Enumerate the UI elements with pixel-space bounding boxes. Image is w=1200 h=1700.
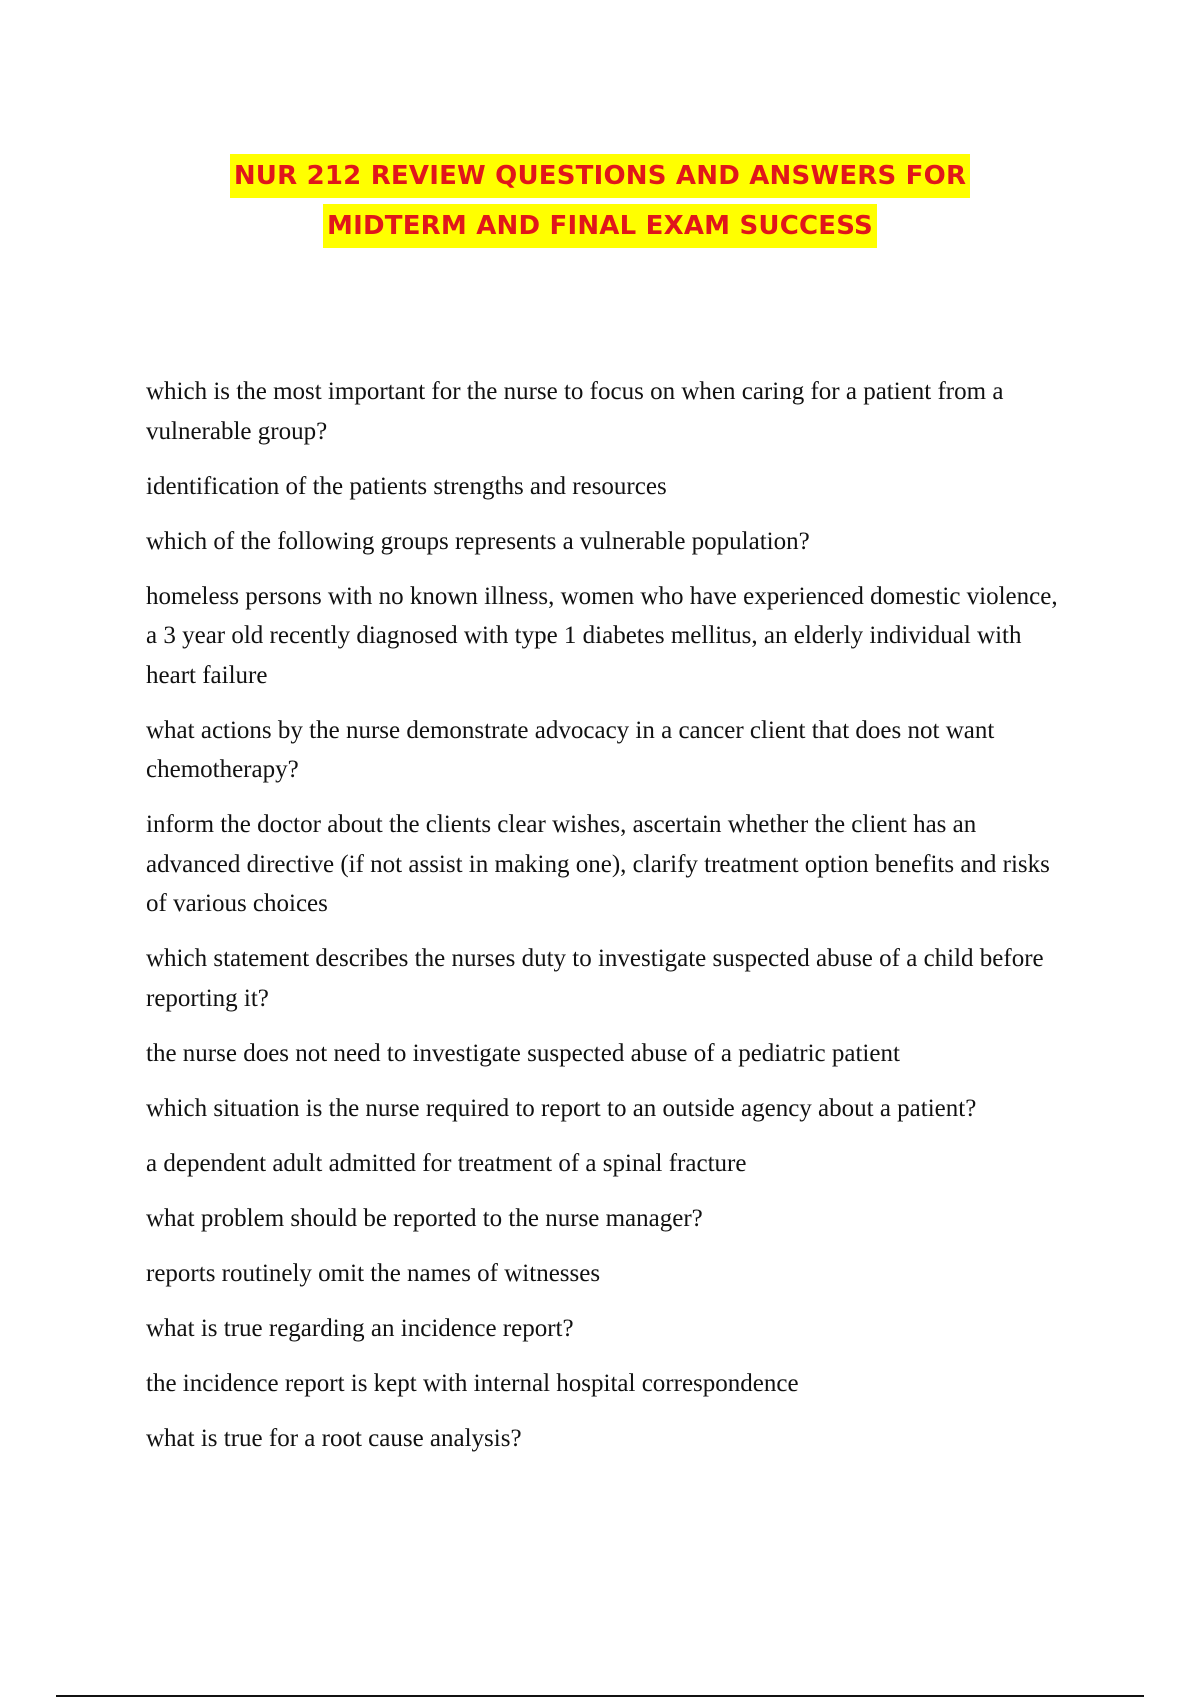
question-4: which statement describes the nurses duty to investigate suspected abuse of a child before reporting it?	[146, 945, 1044, 1012]
answer-7: the incidence report is kept with internal hospital correspondence	[146, 1369, 799, 1397]
question-6: what problem should be reported to the nurse manager?	[146, 1204, 703, 1232]
question-3: what actions by the nurse demonstrate advocacy in a cancer client that does not want chemotherapy?	[146, 716, 995, 783]
answer-5: a dependent adult admitted for treatment of a spinal fracture	[146, 1149, 747, 1177]
question-7: what is true regarding an incidence report?	[146, 1314, 574, 1342]
answer-2: homeless persons with no known illness, women who have experienced domestic violence, a 3 year old recently diagnosed with type 1 diabetes mellitus, an elderly individual with heart failure	[146, 582, 1058, 689]
document-title	[0, 152, 1200, 252]
answer-1: identification of the patients strengths and resources	[146, 472, 667, 500]
answer-6: reports routinely omit the names of witnesses	[146, 1259, 601, 1287]
question-2: which of the following groups represents a vulnerable population?	[146, 527, 810, 555]
footer-divider	[56, 1695, 1144, 1697]
question-8: what is true for a root cause analysis?	[146, 1424, 522, 1452]
answer-4: the nurse does not need to investigate suspected abuse of a pediatric patient	[146, 1039, 900, 1067]
question-1: which is the most important for the nurse to focus on when caring for a patient from a vulnerable group?	[146, 378, 1004, 445]
title-line-2: MIDTERM AND FINAL EXAM SUCCESS	[323, 204, 877, 248]
title-line-1: NUR 212 REVIEW QUESTIONS AND ANSWERS FOR	[230, 154, 970, 198]
question-5: which situation is the nurse required to report to an outside agency about a patient?	[146, 1094, 977, 1122]
qa-list	[146, 372, 1066, 1474]
answer-3: inform the doctor about the clients clear wishes, ascertain whether the client has an advanced directive (if not assist in making one), clarify treatment option benefits and risks of various choices	[146, 811, 1050, 917]
